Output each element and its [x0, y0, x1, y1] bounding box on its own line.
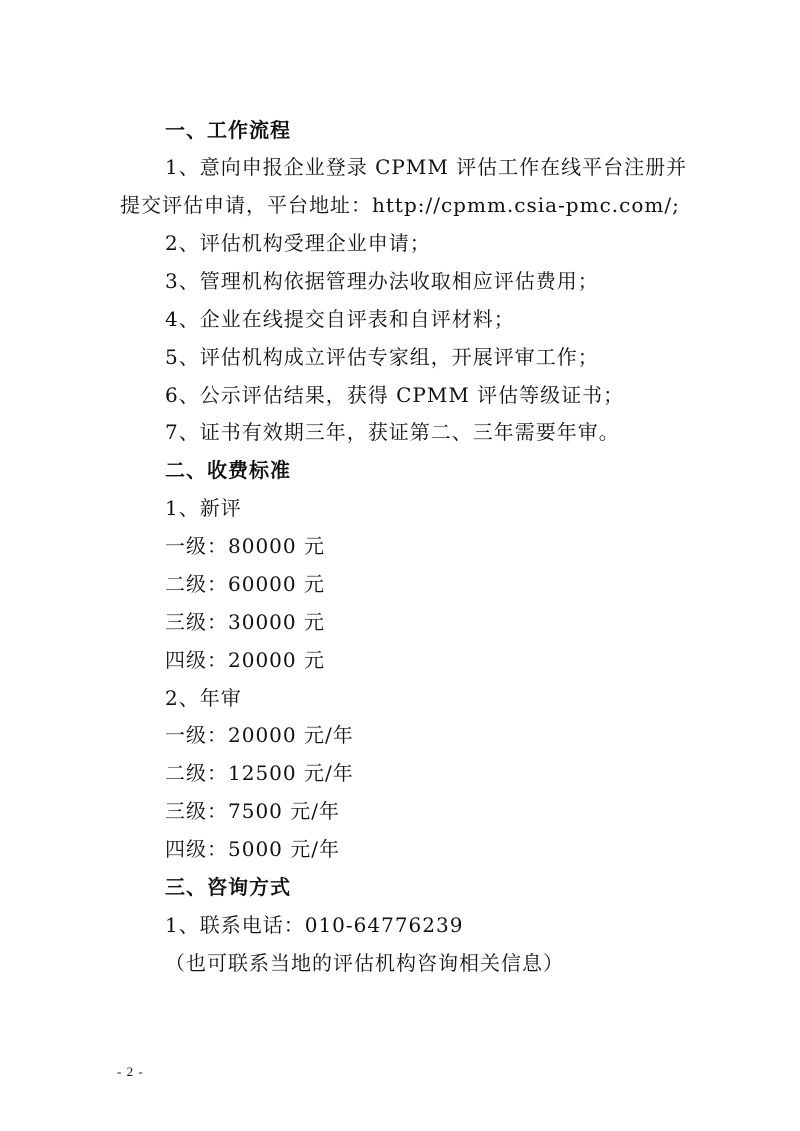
workflow-step-2: 2、评估机构受理企业申请；	[165, 231, 431, 255]
workflow-step-6: 6、公示评估结果，获得 CPMM 评估等级证书；	[165, 383, 625, 407]
fees-new-title: 1、新评	[165, 496, 242, 520]
section-heading-workflow: 一、工作流程	[165, 118, 291, 142]
workflow-step-5: 5、评估机构成立评估专家组，开展评审工作；	[165, 345, 599, 369]
fee-annual-level-2: 二级：12500 元/年	[165, 761, 354, 785]
fee-annual-level-3: 三级：7500 元/年	[165, 799, 340, 823]
workflow-step-1-line-1: 1、意向申报企业登录 CPMM 评估工作在线平台注册并	[165, 155, 688, 179]
workflow-step-4: 4、企业在线提交自评表和自评材料；	[165, 307, 515, 331]
section-heading-contact: 三、咨询方式	[165, 875, 291, 899]
fees-annual-title: 2、年审	[165, 686, 242, 710]
fee-new-level-2: 二级：60000 元	[165, 572, 325, 596]
section-heading-fees: 二、收费标准	[165, 458, 291, 482]
workflow-step-7: 7、证书有效期三年，获证第二、三年需要年审。	[165, 420, 620, 444]
contact-phone: 1、联系电话：010-64776239	[165, 913, 464, 937]
fee-new-level-4: 四级：20000 元	[165, 648, 325, 672]
fee-new-level-3: 三级：30000 元	[165, 610, 325, 634]
page-number: - 2 -	[117, 1064, 144, 1079]
fee-annual-level-1: 一级：20000 元/年	[165, 723, 354, 747]
fee-new-level-1: 一级：80000 元	[165, 534, 325, 558]
fee-annual-level-4: 四级：5000 元/年	[165, 837, 340, 861]
workflow-step-1-line-2: 提交评估申请，平台地址：http://cpmm.csia-pmc.com/;	[120, 193, 680, 217]
contact-note: （也可联系当地的评估机构咨询相关信息）	[165, 951, 564, 975]
workflow-step-3: 3、管理机构依据管理办法收取相应评估费用；	[165, 269, 599, 293]
